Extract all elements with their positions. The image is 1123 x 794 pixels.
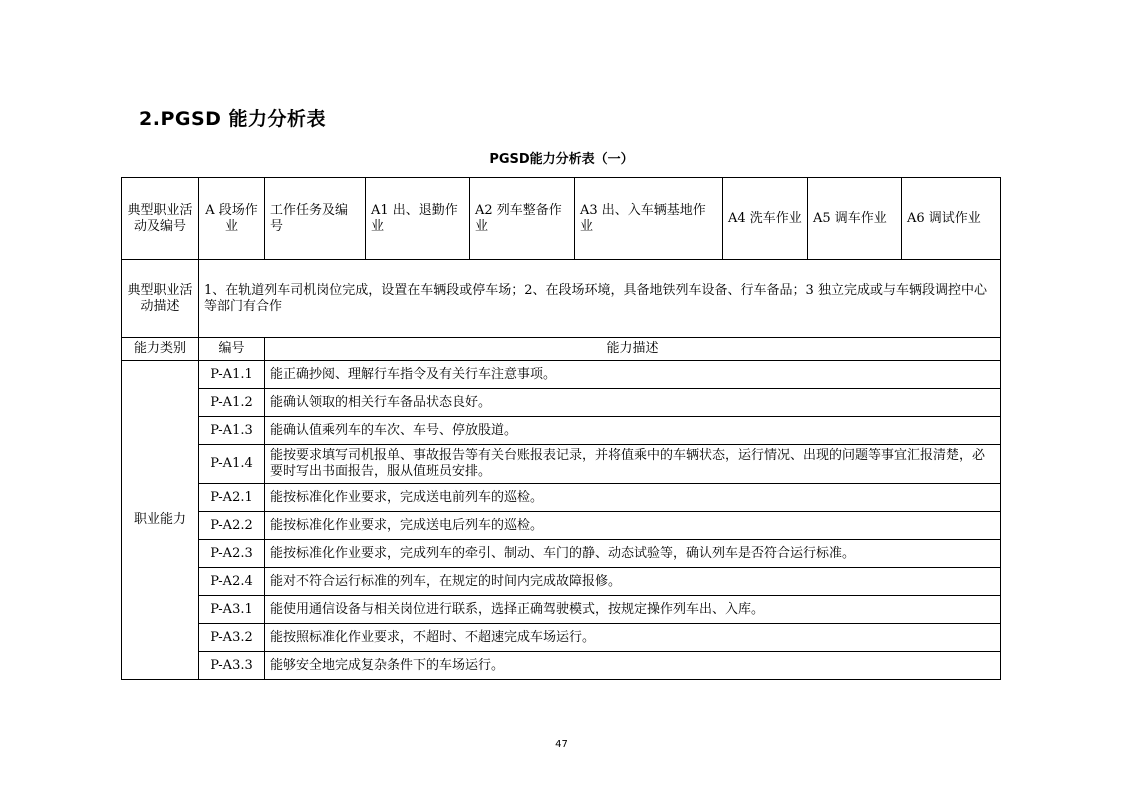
ability-description-cell: 能按标准化作业要求，完成送电后列车的巡检。 [265,512,1001,540]
ability-description-cell: 能按照标准化作业要求，不超时、不超速完成车场运行。 [265,624,1001,652]
ability-code-cell: P-A1.2 [199,389,265,417]
table-row [122,652,1001,680]
ability-code-cell: P-A3.1 [199,596,265,624]
code-header-cell: 编号 [199,338,265,361]
task-a1-cell: A1 出、退勤作业 [366,178,470,260]
category-header-cell: 能力类别 [122,338,199,361]
task-a6-cell: A6 调试作业 [902,178,1001,260]
page-number: 47 [555,739,568,750]
activity-header-row [122,178,1001,260]
ability-description-cell: 能按标准化作业要求，完成列车的牵引、制动、车门的静、动态试验等，确认列车是否符合运行标准。 [265,540,1001,568]
table-row [122,361,1001,389]
ability-code-cell: P-A3.2 [199,624,265,652]
column-header-row [122,338,1001,361]
ability-description-cell: 能正确抄阅、理解行车指令及有关行车注意事项。 [265,361,1001,389]
table-row [122,540,1001,568]
activity-label-cell: 典型职业活动及编号 [122,178,199,260]
task-label-cell: 工作任务及编号 [265,178,366,260]
category-cell: 职业能力 [122,361,199,680]
ability-code-cell: P-A1.1 [199,361,265,389]
ability-analysis-table [121,177,1001,680]
ability-code-cell: P-A2.3 [199,540,265,568]
ability-description-cell: 能确认领取的相关行车备品状态良好。 [265,389,1001,417]
ability-description-cell: 能使用通信设备与相关岗位进行联系，选择正确驾驶模式，按规定操作列车出、入库。 [265,596,1001,624]
ability-code-cell: P-A2.2 [199,512,265,540]
table-row [122,512,1001,540]
ability-code-cell: P-A2.1 [199,484,265,512]
table-row [122,596,1001,624]
table-row [122,624,1001,652]
ability-description-cell: 能按标准化作业要求，完成送电前列车的巡检。 [265,484,1001,512]
table-row [122,568,1001,596]
ability-code-cell: P-A2.4 [199,568,265,596]
ability-description-cell: 能对不符合运行标准的列车，在规定的时间内完成故障报修。 [265,568,1001,596]
description-label-cell: 典型职业活动描述 [122,260,199,338]
activity-a-cell: A 段场作业 [199,178,265,260]
section-heading: 2.PGSD 能力分析表 [139,108,327,130]
table-caption: PGSD能力分析表（一） [489,152,634,167]
ability-code-cell: P-A3.3 [199,652,265,680]
ability-description-cell: 能按要求填写司机报单、事故报告等有关台账报表记录，并将值乘中的车辆状态，运行情况、出现的问题等事宜汇报清楚，必要时写出书面报告，服从值班员安排。 [265,445,1001,484]
task-a2-cell: A2 列车整备作业 [470,178,575,260]
description-header-cell: 能力描述 [265,338,1001,361]
task-a4-cell: A4 洗车作业 [723,178,808,260]
ability-code-cell: P-A1.4 [199,445,265,484]
task-a3-cell: A3 出、入车辆基地作业 [575,178,723,260]
description-text-cell: 1、在轨道列车司机岗位完成，设置在车辆段或停车场；2、在段场环境，具备地铁列车设备、行车备品；3 独立完成或与车辆段调控中心等部门有合作 [199,260,1001,338]
table-row [122,445,1001,484]
table-row [122,389,1001,417]
description-row [122,260,1001,338]
ability-description-cell: 能确认值乘列车的车次、车号、停放股道。 [265,417,1001,445]
ability-code-cell: P-A1.3 [199,417,265,445]
table-row [122,417,1001,445]
table-row [122,484,1001,512]
ability-description-cell: 能够安全地完成复杂条件下的车场运行。 [265,652,1001,680]
task-a5-cell: A5 调车作业 [808,178,902,260]
